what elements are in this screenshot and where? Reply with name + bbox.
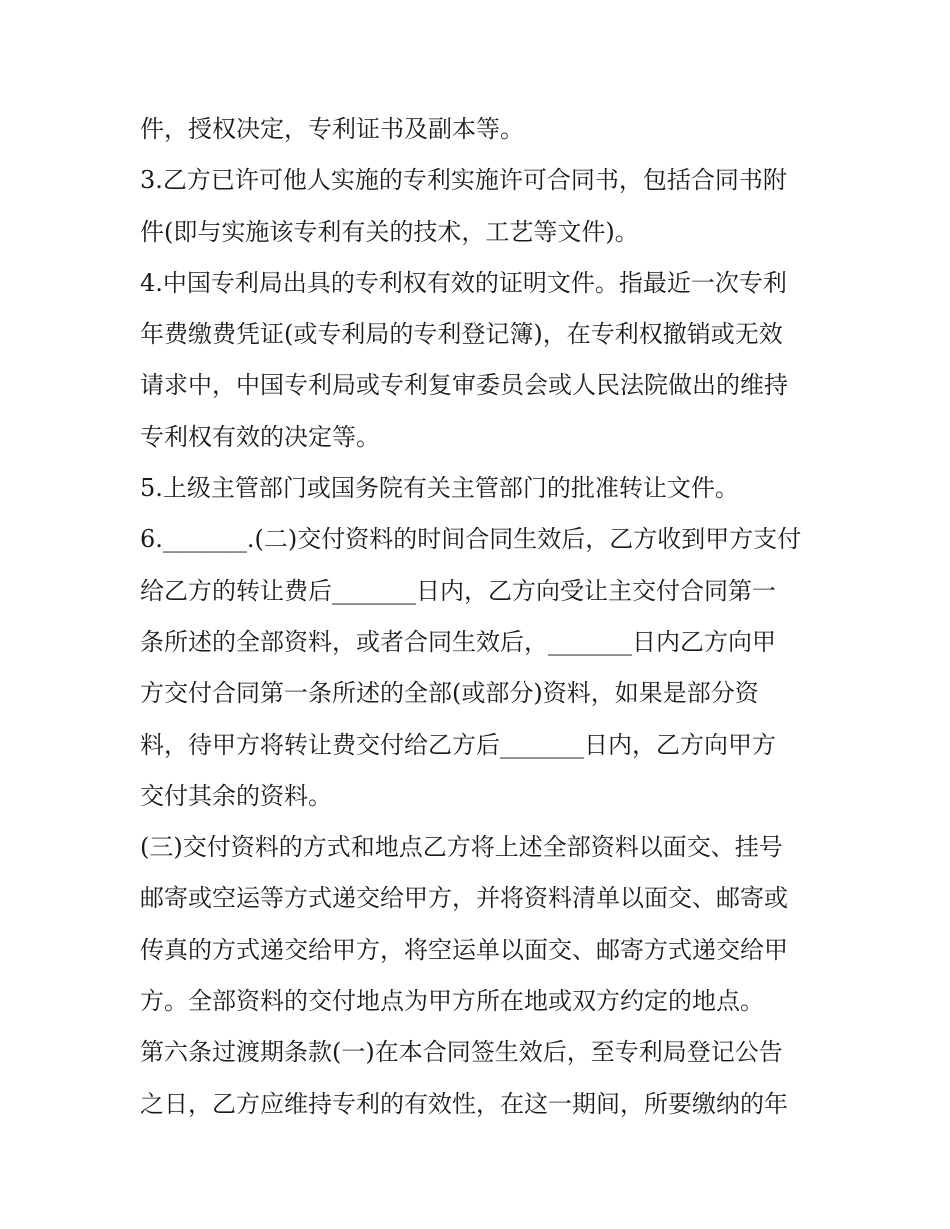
- text-line: 专利权有效的决定等。: [140, 422, 380, 451]
- text-line: 第六条过渡期条款(一)在本合同签生效后，至专利局登记公告: [140, 1038, 783, 1067]
- document-body: [140, 104, 812, 1130]
- text-line: 年费缴费凭证(或专利局的专利登记簿)，在专利权撤销或无效: [140, 320, 783, 349]
- text-line: (三)交付资料的方式和地点乙方将上述全部资料以面交、挂号: [140, 833, 783, 862]
- text-line: 方交付合同第一条所述的全部(或部分)资料，如果是部分资: [140, 679, 759, 708]
- text-line: 条所述的全部资料，或者合同生效后，_______日内乙方向甲: [140, 627, 776, 656]
- text-line: 料，待甲方将转让费交付给乙方后_______日内，乙方向甲方: [140, 730, 776, 759]
- text-line: 交付其余的资料。: [140, 781, 332, 810]
- text-line: 件，授权决定，专利证书及副本等。: [140, 115, 524, 143]
- text-line: 请求中，中国专利局或专利复审委员会或人民法院做出的维持: [140, 371, 788, 400]
- text-line: 之日，乙方应维持专利的有效性，在这一期间，所要缴纳的年: [140, 1089, 788, 1118]
- text-line: 邮寄或空运等方式递交给甲方，并将资料清单以面交、邮寄或: [140, 884, 788, 913]
- text-line: 传真的方式递交给甲方，将空运单以面交、邮寄方式递交给甲: [140, 935, 788, 964]
- text-line: 方。全部资料的交付地点为甲方所在地或双方约定的地点。: [140, 987, 764, 1016]
- text-line: 件(即与实施该专利有关的技术，工艺等文件)。: [140, 217, 639, 246]
- text-line: 3.乙方已许可他人实施的专利实施许可合同书，包括合同书附: [140, 166, 787, 195]
- text-line: 5.上级主管部门或国务院有关主管部门的批准转让文件。: [140, 474, 739, 503]
- text-line: 6._______.(二)交付资料的时间合同生效后，乙方收到甲方支付: [140, 525, 802, 554]
- text-line: 给乙方的转让费后_______日内，乙方向受让主交付合同第一: [140, 576, 776, 605]
- text-line: 4.中国专利局出具的专利权有效的证明文件。指最近一次专利: [140, 268, 787, 297]
